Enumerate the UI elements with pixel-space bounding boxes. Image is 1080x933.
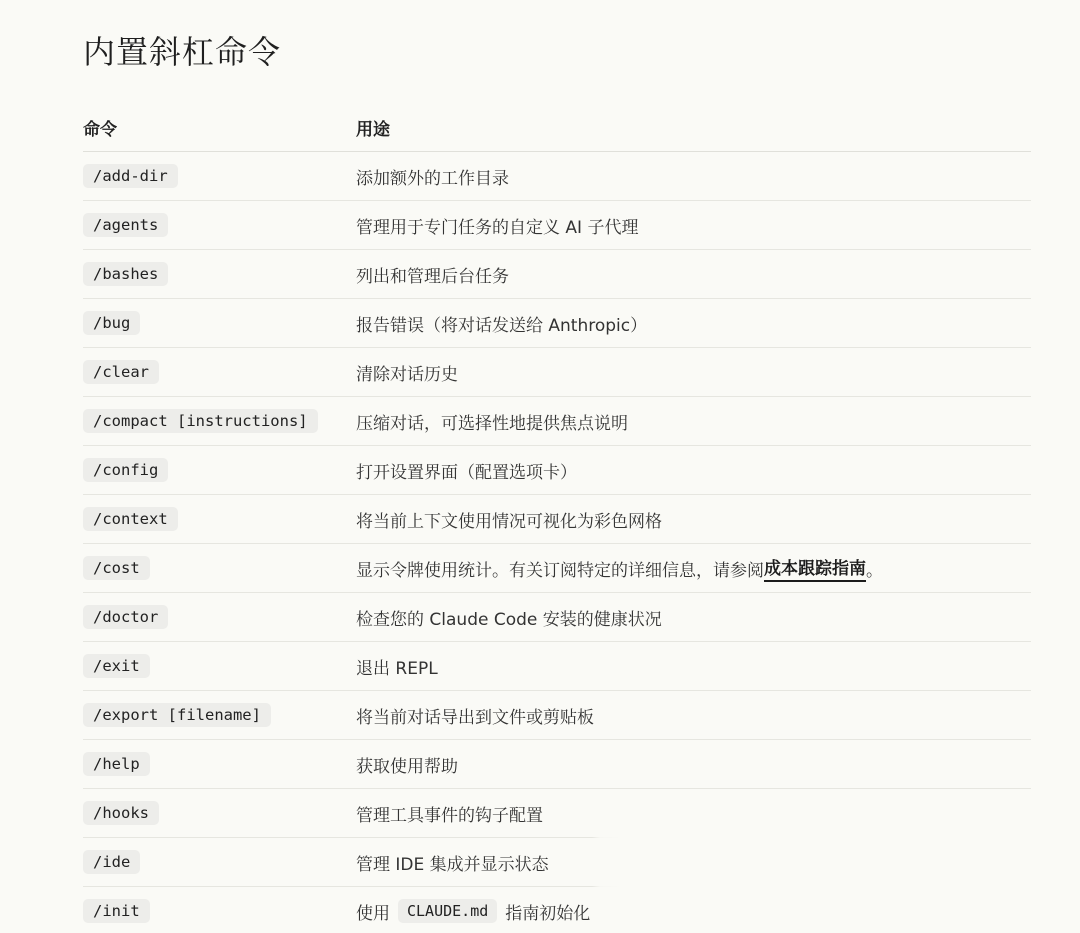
command-purpose: 管理工具事件的钩子配置 bbox=[356, 805, 543, 826]
command-purpose: 报告错误（将对话发送给 Anthropic） bbox=[356, 315, 648, 336]
command-code: /config bbox=[83, 458, 168, 482]
table-row bbox=[83, 348, 1031, 397]
command-code: /doctor bbox=[83, 605, 168, 629]
command-purpose: 添加额外的工作目录 bbox=[356, 168, 509, 189]
table-row bbox=[83, 789, 1031, 838]
table-row bbox=[83, 691, 1031, 740]
table-row bbox=[83, 152, 1031, 201]
table-row bbox=[83, 446, 1031, 495]
command-code: /help bbox=[83, 752, 150, 776]
command-purpose: 退出 REPL bbox=[356, 658, 438, 679]
header-purpose: 用途 bbox=[356, 119, 390, 140]
table-row bbox=[83, 740, 1031, 789]
inline-code: CLAUDE.md bbox=[398, 899, 497, 923]
table-row bbox=[83, 299, 1031, 348]
command-purpose-cell bbox=[356, 899, 1031, 924]
command-code: /ide bbox=[83, 850, 140, 874]
table-row bbox=[83, 495, 1031, 544]
command-code: /bashes bbox=[83, 262, 168, 286]
command-code: /clear bbox=[83, 360, 159, 384]
command-code: /bug bbox=[83, 311, 140, 335]
table-header bbox=[83, 103, 1031, 152]
command-purpose: 将当前上下文使用情况可视化为彩色网格 bbox=[356, 511, 662, 532]
table-row bbox=[83, 838, 1031, 887]
command-purpose: 管理 IDE 集成并显示状态 bbox=[356, 854, 549, 875]
command-purpose: 管理用于专门任务的自定义 AI 子代理 bbox=[356, 217, 639, 238]
command-purpose: 将当前对话导出到文件或剪贴板 bbox=[356, 707, 594, 728]
table-row bbox=[83, 642, 1031, 691]
command-code: /init bbox=[83, 899, 150, 923]
table-row bbox=[83, 593, 1031, 642]
table-row bbox=[83, 397, 1031, 446]
cost-tracking-guide-link[interactable]: 成本跟踪指南 bbox=[764, 554, 866, 582]
command-code: /exit bbox=[83, 654, 150, 678]
page-title: 内置斜杠命令 bbox=[83, 33, 282, 71]
command-purpose: 打开设置界面（配置选项卡） bbox=[356, 462, 577, 483]
purpose-suffix: 指南初始化 bbox=[505, 903, 591, 924]
commands-table bbox=[83, 103, 1031, 933]
command-code: /hooks bbox=[83, 801, 159, 825]
command-purpose: 检查您的 Claude Code 安装的健康状况 bbox=[356, 609, 662, 630]
command-purpose: 压缩对话，可选择性地提供焦点说明 bbox=[356, 413, 628, 434]
command-purpose: 清除对话历史 bbox=[356, 364, 458, 385]
purpose-suffix: 。 bbox=[866, 560, 883, 581]
command-purpose-cell bbox=[356, 554, 1031, 582]
command-code: /compact [instructions] bbox=[83, 409, 318, 433]
table-row bbox=[83, 544, 1031, 593]
table-row bbox=[83, 887, 1031, 933]
command-code: /export [filename] bbox=[83, 703, 271, 727]
header-command: 命令 bbox=[83, 119, 117, 140]
command-code: /add-dir bbox=[83, 164, 178, 188]
command-code: /context bbox=[83, 507, 178, 531]
table-row bbox=[83, 201, 1031, 250]
command-code: /cost bbox=[83, 556, 150, 580]
command-code: /agents bbox=[83, 213, 168, 237]
command-purpose: 获取使用帮助 bbox=[356, 756, 458, 777]
command-purpose: 列出和管理后台任务 bbox=[356, 266, 509, 287]
command-purpose: 显示令牌使用统计。有关订阅特定的详细信息，请参阅 bbox=[356, 560, 764, 581]
table-row bbox=[83, 250, 1031, 299]
command-purpose: 使用 bbox=[356, 903, 390, 924]
